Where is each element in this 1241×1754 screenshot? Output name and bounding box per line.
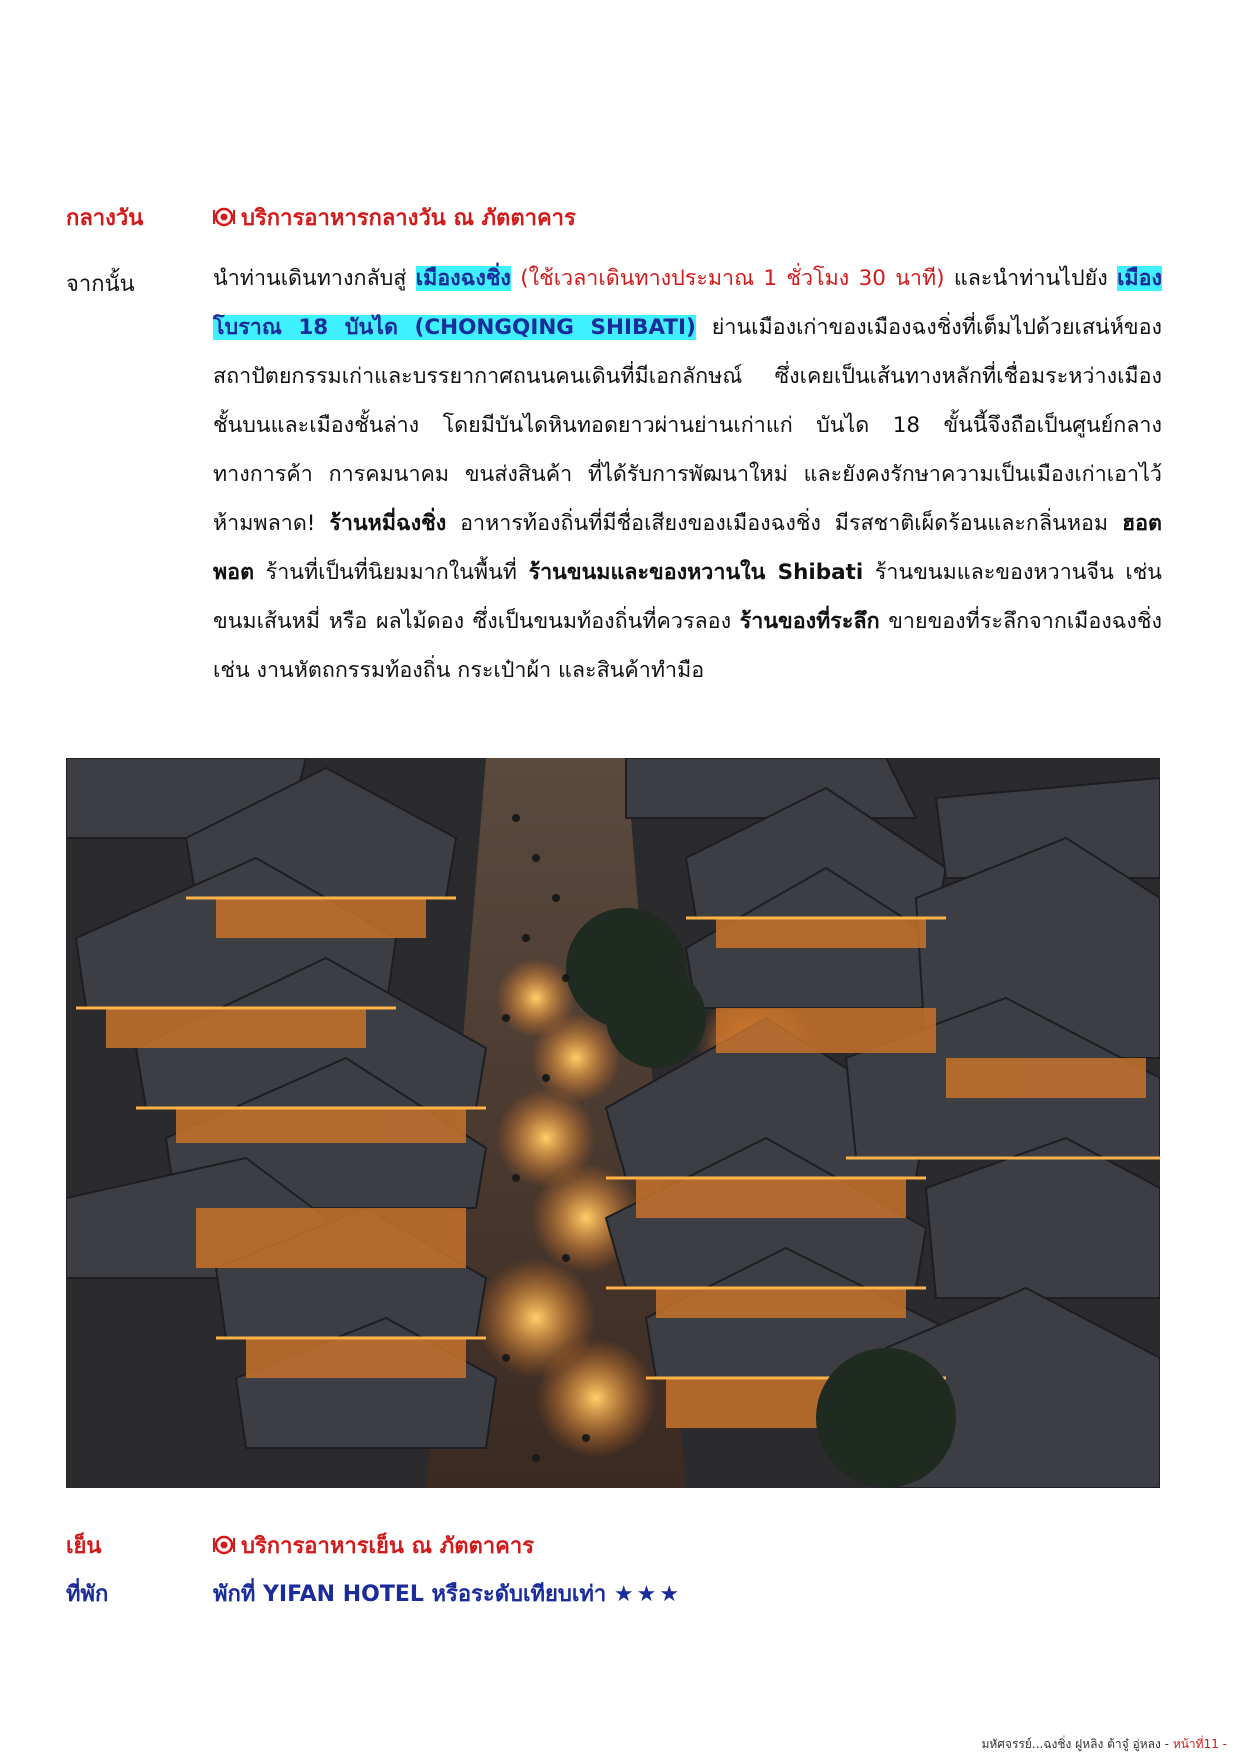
duration-text: (ใช้เวลาเดินทางประมาณ 1 ชั่วโมง 30 นาที) <box>510 266 945 291</box>
hotel-text-wrap <box>213 1576 1162 1611</box>
then-row <box>66 266 1162 746</box>
hotel-text: พักที่ YIFAN HOTEL หรือระดับเทียบเท่า <box>213 1582 607 1607</box>
star-rating-icon: ★★★ <box>613 1582 683 1607</box>
lunch-label: กลางวัน <box>66 206 144 231</box>
hotel-label: ที่พัก <box>66 1582 109 1607</box>
page-footer <box>981 1735 1227 1754</box>
shibati-night-photo <box>66 758 1160 1488</box>
lunch-text-wrap <box>213 200 1162 235</box>
dinner-text-wrap <box>213 1528 1162 1563</box>
para-text: ร้านที่เป็นที่นิยมมากในพื้นที่ <box>254 560 529 585</box>
itinerary-paragraph <box>213 254 1162 695</box>
bold-dessert-shop: ร้านขนมและของหวานใน Shibati <box>528 560 864 585</box>
place-highlight: เมืองโบราณ 18 บันได (CHONGQING SHIBATI) <box>213 266 1162 340</box>
dinner-label: เย็น <box>66 1534 102 1559</box>
page-number: หน้าที่11 - <box>1172 1737 1227 1751</box>
dinner-text: บริการอาหารเย็น ณ ภัตตาคาร <box>241 1534 535 1559</box>
para-text: และนำท่านไปยัง <box>944 266 1118 291</box>
bold-noodle-shop: ร้านหมี่ฉงชิ่ง <box>329 511 447 536</box>
footer-text: มหัศจรรย์...ฉงชิ่ง ฝูหลิง ต้าจู๋ อู่หลง - <box>981 1737 1173 1751</box>
then-label: จากนั้น <box>66 272 135 297</box>
bold-hotpot: ฮอตพอต <box>213 511 1162 585</box>
dish-icon <box>213 1534 235 1556</box>
hotel-row <box>66 1576 1162 1606</box>
lunch-row <box>66 200 1162 230</box>
lunch-text: บริการอาหารกลางวัน ณ ภัตตาคาร <box>241 206 576 231</box>
dish-icon <box>213 206 235 228</box>
para-text: อาหารท้องถิ่นที่มีชื่อเสียงของเมืองฉงชิ่ง มีรสชาติเผ็ดร้อนและกลิ่นหอม <box>446 511 1122 536</box>
dinner-row <box>66 1528 1162 1558</box>
bold-souvenir-shop: ร้านของที่ระลึก <box>739 609 880 634</box>
city-highlight: เมืองฉงชิ่ง <box>415 266 511 291</box>
para-text: นำท่านเดินทางกลับสู่ <box>213 266 416 291</box>
para-text: ขายของที่ระลึกจากเมืองฉงชิ่ง เช่น งานหัตถกรรมท้องถิ่น กระเป๋าผ้า และสินค้าทำมือ <box>213 609 1162 683</box>
para-text: ร้านขนมและของหวานจีน เช่น ขนมเส้นหมี่ หรือ ผลไม้ดอง ซึ่งเป็นขนมท้องถิ่นที่ควรลอง <box>213 560 1162 634</box>
para-text: ย่านเมืองเก่าของเมืองฉงชิ่งที่เต็มไปด้วยเสน่ห์ของสถาปัตยกรรมเก่าและบรรยากาศถนนคนเดินที่มีเอกลักษณ์ ซึ่งเคยเป็นเส้นทางหลักที่เชื่อมระหว่างเมืองชั้นบนและเมืองชั้นล่าง โดยมีบันไดหินทอดยาวผ่านย่านเก่าแก่ บันได 18 ขั้นนี้จึงถือเป็นศูนย์กลางทางการค้า การคมนาคม ขนส่งสินค้า ที่ได้รับการพัฒนาใหม่ และยังคงรักษาความเป็นเมืองเก่าเอาไว้ ห้ามพลาด! <box>213 315 1162 536</box>
